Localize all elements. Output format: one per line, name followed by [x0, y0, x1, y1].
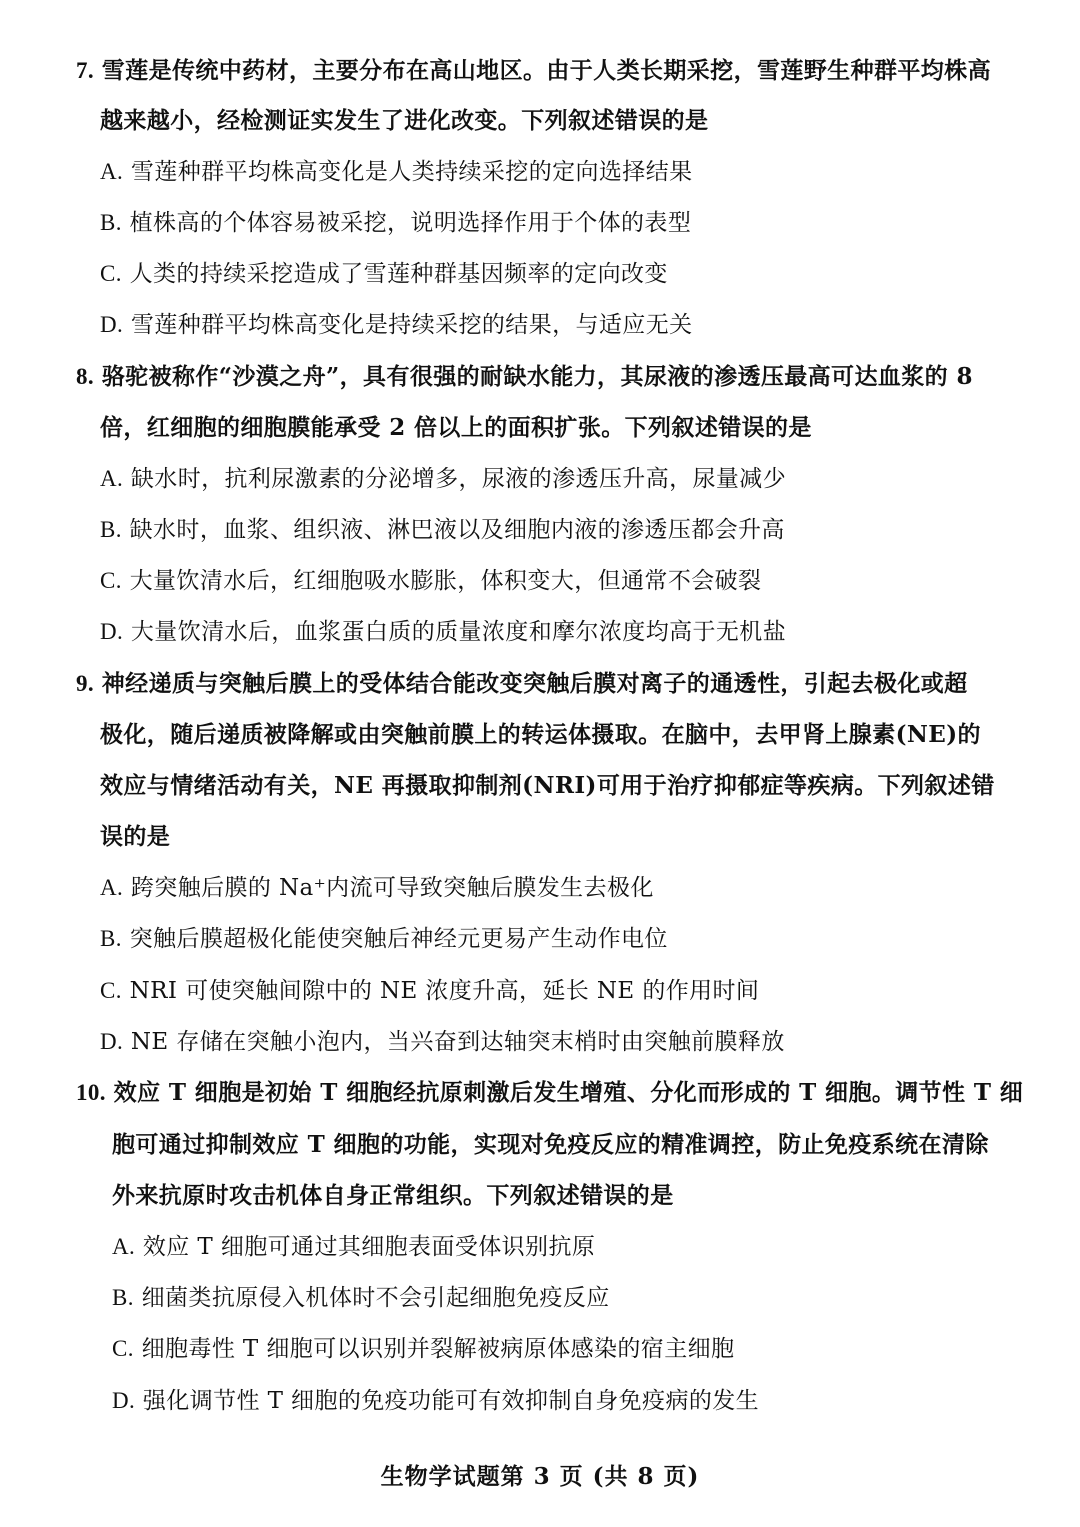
option-letter: A. — [100, 159, 124, 184]
option-letter: D. — [112, 1388, 136, 1413]
option-text: 雪莲种群平均株高变化是人类持续采挖的定向选择结果 — [130, 159, 693, 185]
question-10-option-b — [112, 1283, 610, 1313]
option-letter: D. — [100, 1029, 124, 1054]
option-text: 人类的持续采挖造成了雪莲种群基因频率的定向改变 — [129, 261, 668, 287]
question-number: 8. — [76, 364, 95, 389]
question-10-option-d — [112, 1386, 759, 1416]
question-8-stem-line-1 — [76, 362, 973, 392]
question-7-stem-line-2: 越来越小，经检测证实发生了进化改变。下列叙述错误的是 — [100, 107, 709, 134]
question-10-stem-line-1 — [76, 1078, 1023, 1108]
option-letter: B. — [100, 517, 122, 542]
option-text: 缺水时，血浆、组织液、淋巴液以及细胞内液的渗透压都会升高 — [129, 517, 785, 543]
question-7-option-d — [100, 310, 693, 340]
question-7-stem-line-1 — [76, 56, 991, 86]
question-7-option-c — [100, 259, 668, 289]
question-number: 7. — [76, 58, 95, 83]
option-letter: C. — [100, 568, 122, 593]
option-letter: D. — [100, 312, 124, 337]
stem-text: 神经递质与突触后膜上的受体结合能改变突触后膜对离子的通透性，引起去极化或超 — [101, 670, 968, 697]
question-9-option-b — [100, 924, 668, 954]
question-8-stem-line-2: 倍，红细胞的细胞膜能承受 2 倍以上的面积扩张。下列叙述错误的是 — [100, 414, 812, 441]
option-letter: A. — [100, 875, 124, 900]
option-text: 雪莲种群平均株高变化是持续采挖的结果，与适应无关 — [130, 312, 693, 338]
question-8-option-c — [100, 566, 761, 596]
stem-text: 骆驼被称作“沙漠之舟”，具有很强的耐缺水能力，其尿液的渗透压最高可达血浆的 8 — [101, 363, 973, 390]
option-letter: A. — [112, 1234, 136, 1259]
question-number: 9. — [76, 671, 95, 696]
question-9-option-a — [100, 873, 654, 903]
option-text: 效应 T 细胞可通过其细胞表面受体识别抗原 — [142, 1234, 596, 1260]
option-letter: C. — [100, 261, 122, 286]
question-9-option-d — [100, 1027, 785, 1057]
option-text: 缺水时，抗利尿激素的分泌增多，尿液的渗透压升高，尿量减少 — [130, 466, 787, 492]
question-9-option-c — [100, 976, 759, 1006]
page-footer: 生物学试题第 3 页 (共 8 页) — [380, 1463, 700, 1490]
option-letter: B. — [100, 210, 122, 235]
question-10-option-a — [112, 1232, 595, 1262]
question-9-stem-line-4: 误的是 — [100, 823, 171, 850]
stem-text: 效应 T 细胞是初始 T 细胞经抗原刺激后发生增殖、分化而形成的 T 细胞。调节性 T 细 — [113, 1079, 1024, 1106]
option-text: 突触后膜超极化能使突触后神经元更易产生动作电位 — [129, 926, 668, 952]
option-letter: A. — [100, 466, 124, 491]
option-text: NRI 可使突触间隙中的 NE 浓度升高，延长 NE 的作用时间 — [129, 978, 760, 1004]
question-7-option-a — [100, 157, 693, 187]
option-text: 跨突触后膜的 Na⁺内流可导致突触后膜发生去极化 — [130, 875, 654, 901]
question-8-option-d — [100, 617, 786, 647]
question-10-option-c — [112, 1334, 734, 1364]
option-letter: C. — [100, 978, 122, 1003]
option-letter: B. — [100, 926, 122, 951]
option-text: 植株高的个体容易被采挖，说明选择作用于个体的表型 — [129, 210, 692, 236]
question-9-stem-line-3: 效应与情绪活动有关，NE 再摄取抑制剂(NRI)可用于治疗抑郁症等疾病。下列叙述错 — [100, 772, 995, 799]
option-text: 大量饮清水后，红细胞吸水膨胀，体积变大，但通常不会破裂 — [129, 568, 762, 594]
question-9-stem-line-2: 极化，随后递质被降解或由突触前膜上的转运体摄取。在脑中，去甲肾上腺素(NE)的 — [100, 721, 981, 748]
option-text: 大量饮清水后，血浆蛋白质的质量浓度和摩尔浓度均高于无机盐 — [130, 619, 787, 645]
stem-text: 雪莲是传统中药材，主要分布在高山地区。由于人类长期采挖，雪莲野生种群平均株高 — [101, 57, 991, 84]
option-text: NE 存储在突触小泡内，当兴奋到达轴突末梢时由突触前膜释放 — [130, 1029, 785, 1055]
question-10-stem-line-3: 外来抗原时攻击机体自身正常组织。下列叙述错误的是 — [112, 1182, 674, 1209]
option-letter: C. — [112, 1336, 134, 1361]
option-text: 细菌类抗原侵入机体时不会引起细胞免疫反应 — [141, 1285, 610, 1311]
question-10-stem-line-2: 胞可通过抑制效应 T 细胞的功能，实现对免疫反应的精准调控，防止免疫系统在清除 — [112, 1131, 989, 1158]
option-letter: B. — [112, 1285, 134, 1310]
option-letter: D. — [100, 619, 124, 644]
question-8-option-a — [100, 464, 786, 494]
question-number: 10. — [76, 1080, 106, 1105]
question-7-option-b — [100, 208, 691, 238]
question-8-option-b — [100, 515, 785, 545]
question-9-stem-line-1 — [76, 669, 968, 699]
option-text: 细胞毒性 T 细胞可以识别并裂解被病原体感染的宿主细胞 — [141, 1336, 735, 1362]
option-text: 强化调节性 T 细胞的免疫功能可有效抑制自身免疫病的发生 — [142, 1388, 760, 1414]
